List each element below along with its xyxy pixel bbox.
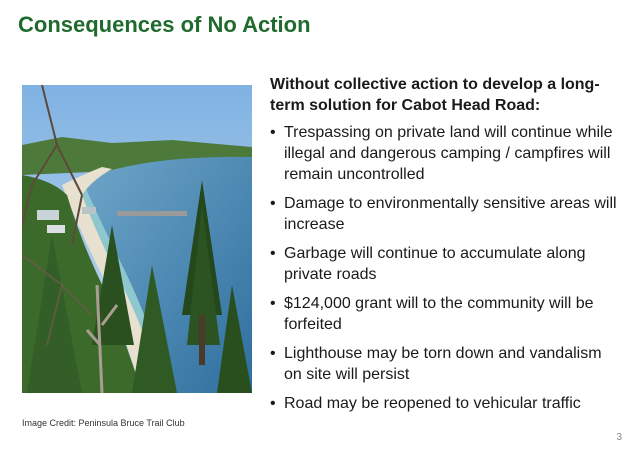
bullet-icon: • [270,195,276,212]
list-item-text: Damage to environmentally sensitive areas will increase [284,195,617,233]
list-item [270,343,620,385]
list-item-text: Garbage will continue to accumulate along private roads [284,245,586,283]
bullet-icon: • [270,295,276,312]
shoreline-photo [22,85,252,393]
list-item-text: Road may be reopened to vehicular traffic [284,395,581,412]
list-item [270,393,620,414]
list-item-text: Lighthouse may be torn down and vandalism on site will persist [284,345,602,383]
bullet-icon: • [270,345,276,362]
page-number: 3 [616,432,622,443]
slide-title: Consequences of No Action [18,12,311,37]
bullet-icon: • [270,395,276,412]
list-item [270,293,620,335]
slide-content [270,74,620,422]
list-item [270,122,620,185]
bullet-icon: • [270,245,276,262]
list-item [270,193,620,235]
list-item-text: $124,000 grant will to the community will be forfeited [284,295,594,333]
consequence-list [270,122,620,414]
intro-text: Without collective action to develop a long-term solution for Cabot Head Road: [270,76,600,114]
list-item-text: Trespassing on private land will continue while illegal and dangerous camping / campfires will remain uncontrolled [284,124,613,183]
list-item [270,243,620,285]
shoreline-photo-illustration [22,85,252,393]
image-credit: Image Credit: Peninsula Bruce Trail Club [22,418,185,428]
bullet-icon: • [270,124,276,141]
